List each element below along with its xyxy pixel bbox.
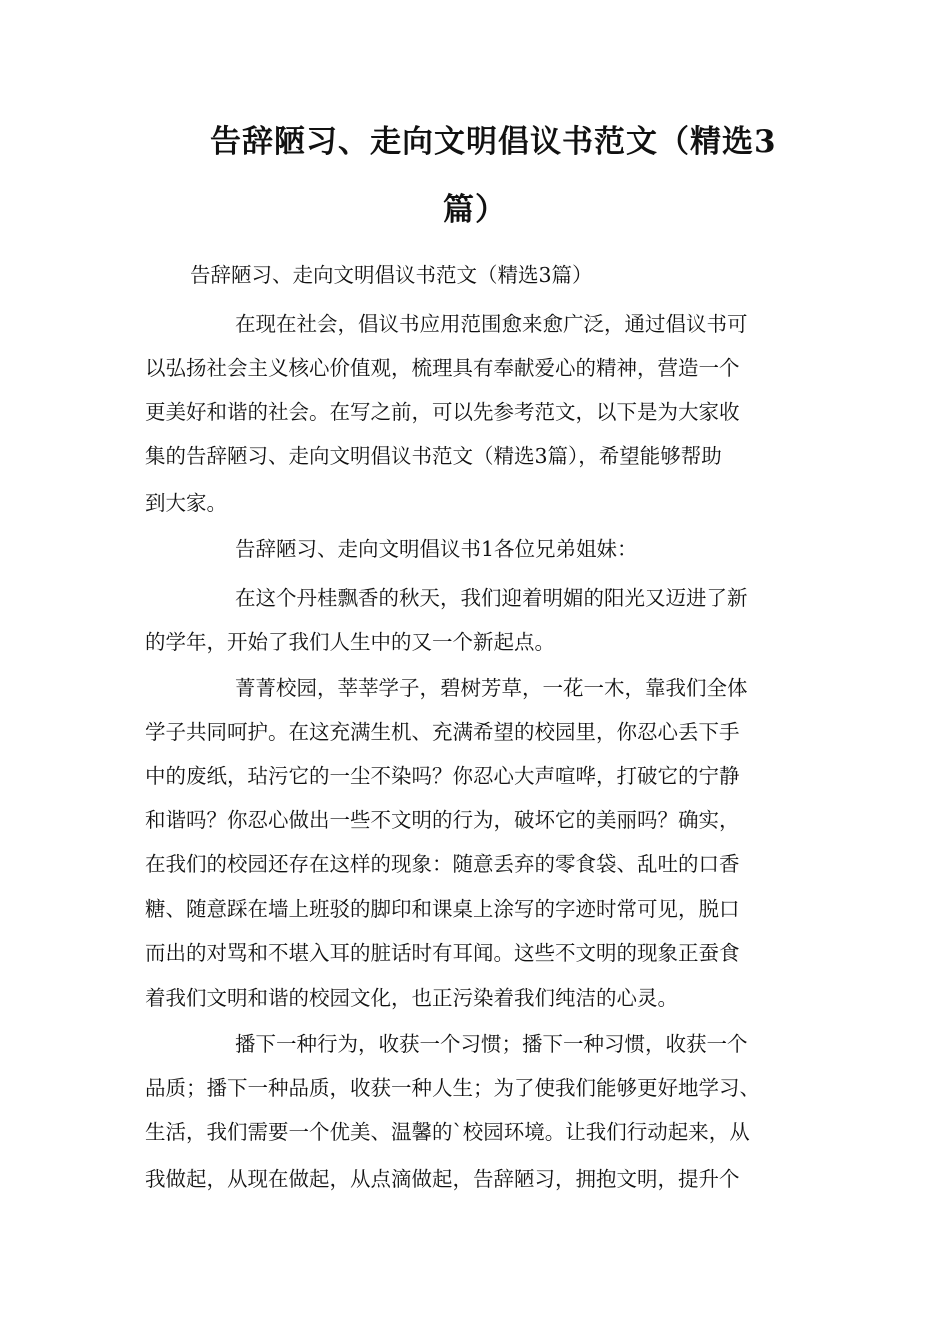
document-title-line1: 告辞陋习、走向文明倡议书范文（精选3	[210, 124, 777, 160]
paragraph-line: 菁菁校园，莘莘学子，碧树芳草，一花一木，靠我们全体	[235, 676, 748, 700]
paragraph-line: 生活，我们需要一个优美、温馨的`校园环境。让我们行动起来，从	[145, 1120, 750, 1144]
paragraph-line: 在现在社会，倡议书应用范围愈来愈广泛，通过倡议书可	[235, 312, 748, 336]
paragraph-line: 到大家。	[145, 491, 227, 515]
paragraph-line: 着我们文明和谐的校园文化，也正污染着我们纯洁的心灵。	[145, 986, 678, 1010]
paragraph-line: 学子共同呵护。在这充满生机、充满希望的校园里，你忍心丢下手	[145, 720, 740, 744]
paragraph-line: 糖、随意踩在墙上班驳的脚印和课桌上涂写的字迹时常可见，脱口	[145, 897, 740, 921]
paragraph-line: 在这个丹桂飘香的秋天，我们迎着明媚的阳光又迈进了新	[235, 586, 748, 610]
paragraph-line: 集的告辞陋习、走向文明倡议书范文（精选3篇），希望能够帮助	[145, 444, 722, 468]
paragraph-line: 中的废纸，玷污它的一尘不染吗？你忍心大声喧哗，打破它的宁静	[145, 764, 740, 788]
document-title-line2: 篇）	[443, 192, 507, 228]
paragraph-line: 的学年，开始了我们人生中的又一个新起点。	[145, 630, 555, 654]
document-subtitle: 告辞陋习、走向文明倡议书范文（精选3篇）	[190, 263, 593, 287]
section-heading: 告辞陋习、走向文明倡议书1各位兄弟姐妹：	[235, 537, 638, 561]
paragraph-line: 我做起，从现在做起，从点滴做起，告辞陋习，拥抱文明，提升个	[145, 1167, 740, 1191]
paragraph-line: 更美好和谐的社会。在写之前，可以先参考范文，以下是为大家收	[145, 400, 740, 424]
paragraph-line: 以弘扬社会主义核心价值观，梳理具有奉献爱心的精神，营造一个	[145, 356, 740, 380]
paragraph-line: 品质；播下一种品质，收获一种人生；为了使我们能够更好地学习、	[145, 1076, 760, 1100]
paragraph-line: 在我们的校园还存在这样的现象：随意丢弃的零食袋、乱吐的口香	[145, 852, 740, 876]
paragraph-line: 播下一种行为，收获一个习惯；播下一种习惯，收获一个	[235, 1032, 748, 1056]
paragraph-line: 而出的对骂和不堪入耳的脏话时有耳闻。这些不文明的现象正蚕食	[145, 941, 740, 965]
paragraph-line: 和谐吗？你忍心做出一些不文明的行为，破坏它的美丽吗？确实，	[145, 808, 740, 832]
